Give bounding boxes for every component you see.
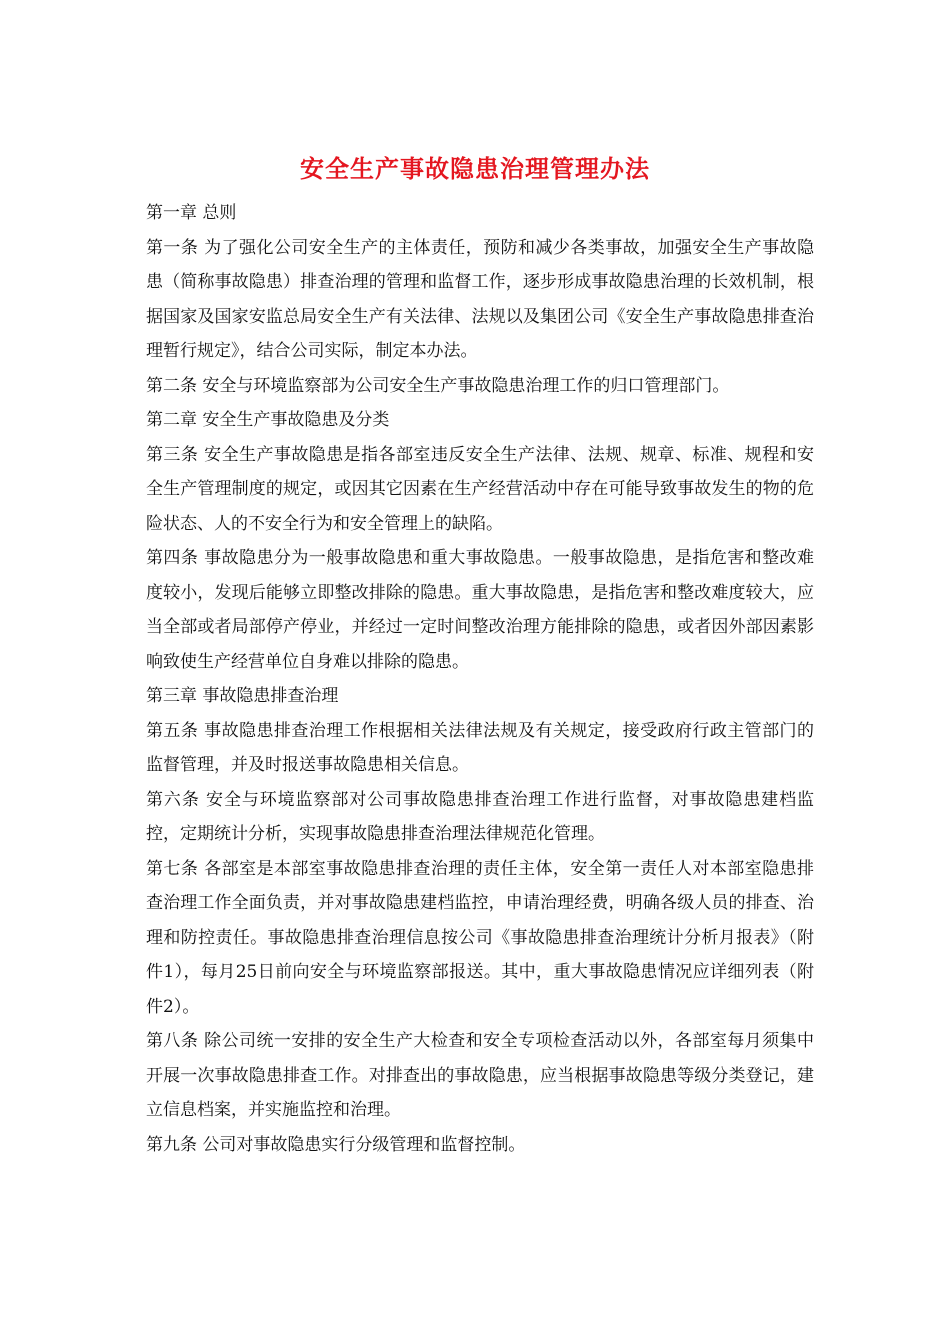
chapter-2-heading: 第二章 安全生产事故隐患及分类 <box>146 410 390 430</box>
article-6: 第六条 安全与环境监察部对公司事故隐患排查治理工作进行监督，对事故隐患建档监控，定期统计分析，实现事故隐患排查治理法律规范化管理。 <box>146 789 814 844</box>
document-body <box>146 196 814 1162</box>
chapter-1-heading: 第一章 总则 <box>146 203 237 223</box>
chapter-3-heading: 第三章 事故隐患排查治理 <box>146 686 339 706</box>
article-1: 第一条 为了强化公司安全生产的主体责任，预防和减少各类事故，加强安全生产事故隐患（简称事故隐患）排查治理的管理和监督工作，逐步形成事故隐患治理的长效机制，根据国家及国家安监总局安全生产有关法律、法规以及集团公司《安全生产事故隐患排查治理暂行规定》，结合公司实际，制定本办法。 <box>146 237 814 361</box>
article-2: 第二条 安全与环境监察部为公司安全生产事故隐患治理工作的归口管理部门。 <box>146 375 730 396</box>
article-7: 第七条 各部室是本部室事故隐患排查治理的责任主体，安全第一责任人对本部室隐患排查治理工作全面负责，并对事故隐患建档监控，申请治理经费，明确各级人员的排查、治理和防控责任。事故隐患排查治理信息按公司《事故隐患排查治理统计分析月报表》（附件1），每月25日前向安全与环境监察部报送。其中，重大事故隐患情况应详细列表（附件2）。 <box>146 858 814 1017</box>
article-9: 第九条 公司对事故隐患实行分级管理和监督控制。 <box>146 1134 526 1155</box>
article-3: 第三条 安全生产事故隐患是指各部室违反安全生产法律、法规、规章、标准、规程和安全生产管理制度的规定，或因其它因素在生产经营活动中存在可能导致事故发生的物的危险状态、人的不安全行为和安全管理上的缺陷。 <box>146 444 814 534</box>
article-4: 第四条 事故隐患分为一般事故隐患和重大事故隐患。一般事故隐患，是指危害和整改难度较小，发现后能够立即整改排除的隐患。重大事故隐患，是指危害和整改难度较大，应当全部或者局部停产停业，并经过一定时间整改治理方能排除的隐患，或者因外部因素影响致使生产经营单位自身难以排除的隐患。 <box>146 548 814 672</box>
article-5: 第五条 事故隐患排查治理工作根据相关法律法规及有关规定，接受政府行政主管部门的监督管理，并及时报送事故隐患相关信息。 <box>146 720 814 775</box>
article-8: 第八条 除公司统一安排的安全生产大检查和安全专项检查活动以外，各部室每月须集中开展一次事故隐患排查工作。对排查出的事故隐患，应当根据事故隐患等级分类登记，建立信息档案，并实施监控和治理。 <box>146 1031 814 1120</box>
document-title: 安全生产事故隐患治理管理办法 <box>300 154 650 183</box>
